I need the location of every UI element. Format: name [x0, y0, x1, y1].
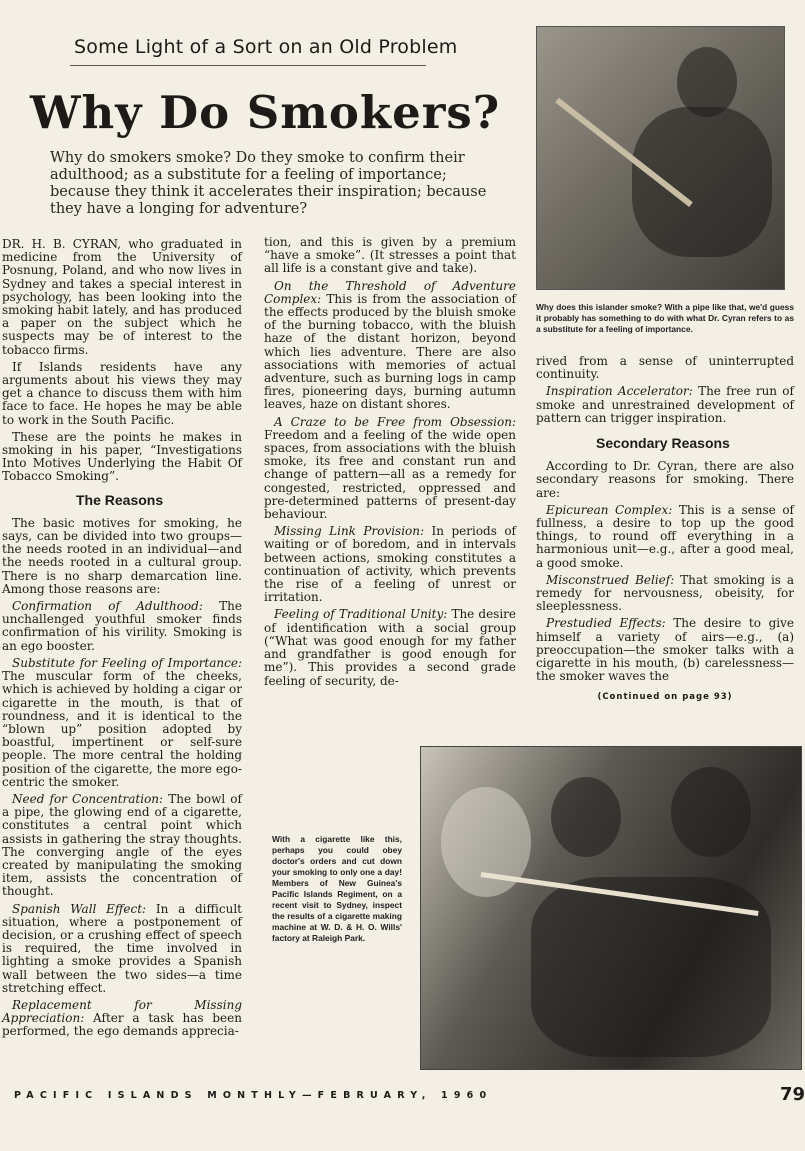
paragraph-lead: Feeling of Traditional Unity:: [274, 607, 448, 622]
paragraph-body: This is a sense of fullness, a desire to top up the good things, to round off everything in a harmonious unit—e.g., after a good meal, a good smoke.: [536, 502, 794, 570]
section-heading: Secondary Reasons: [596, 435, 730, 452]
continued-note: (Continued on page 93): [597, 692, 733, 703]
page-footer: PACIFIC ISLANDS MONTHLY—FEBRUARY, 1960: [14, 1090, 493, 1101]
paragraph: [2, 600, 242, 653]
paragraph-body: In a difficult situation, where a postponement of decision, or a crushing effect of speech is required, the time involved in lighting a smoke provides a Spanish wall between the two sides—a time stretching effect.: [2, 901, 242, 995]
paragraph-lead: Inspiration Accelerator:: [546, 384, 693, 399]
cigarette-machine-photo: [420, 746, 802, 1070]
article-title: Why Do Smokers?: [30, 86, 501, 139]
paragraph-lead: Confirmation of Adulthood:: [12, 599, 203, 614]
photo-soldier-bodies: [531, 877, 771, 1057]
paragraph-body: The muscular form of the cheeks, which is achieved by holding a cigar or cigarette in the mouth, is that of roundness, and it is identical to the “blown up” position adopted by boastful, impertinent or self-sure people. The more central the holding position of the cigarette, the more ego-centric the smoker.: [2, 669, 242, 789]
article-column-3: [536, 302, 794, 705]
paragraph-lead: Spanish Wall Effect:: [12, 901, 147, 916]
paragraph-body: Freedom and a feeling of the wide open spaces, from associations with the bluish smoke, its free and constant run and change of pattern—all as a remedy for congested, restricted, oppressed and pre-determined patterns of present-day behaviour.: [264, 427, 516, 522]
paragraph: [2, 903, 242, 995]
paragraph-body: The free run of smoke and unrestrained development of pattern can trigger inspiration.: [536, 384, 794, 425]
section-heading: The Reasons: [76, 491, 164, 508]
paragraph-lead: A Craze to be Free from Obsession:: [274, 414, 516, 429]
photo-soldier-head: [551, 777, 621, 857]
paragraph-lead: On the Threshold of Adventure Complex:: [264, 278, 516, 306]
paragraph-body: In periods of waiting or of boredom, and in intervals between actions, smoking constitutes a continuation of activity, which prevents the rise of a feeling of unrest or irritation.: [264, 524, 516, 605]
paragraph-lead: Epicurean Complex:: [546, 502, 673, 517]
paragraph-body: The unchallenged youthful smoker finds confirmation of his virility. Smoking is an ego booster.: [2, 599, 242, 653]
paragraph: [264, 525, 516, 604]
photo-soldier-head: [671, 767, 751, 857]
paragraph-body: The desire of identification with a social group (“What was good enough for my father and grandfather is good enough for me”). This provides a second grade feeling of security, de-: [264, 607, 516, 688]
paragraph: [2, 793, 242, 899]
paragraph-body: This is from the association of the effects produced by the bluish smoke of the burning tobacco, with the bluish haze of the distant horizon, beyond which lies adventure. There are also associations with memories of actual adventure, such as burning logs in camp fires, pioneering days, burning autumn leaves, haze on distant shores.: [264, 291, 516, 412]
paragraph-lead: Misconstrued Belief:: [546, 572, 675, 587]
paragraph: [536, 574, 794, 614]
paragraph-body: After a task has been performed, the ego demands apprecia-: [2, 1011, 242, 1039]
paragraph-body: The desire to give himself a variety of airs—e.g., (a) preoccupation—the smoker talks with a cigarette in his mouth, (b) carelessness—the smoker waves the: [536, 616, 794, 684]
paragraph: [264, 280, 516, 412]
paragraph: [536, 385, 794, 425]
paragraph: [536, 617, 794, 683]
paragraph-lead: Prestudied Effects:: [546, 616, 666, 631]
article-column-2: [264, 236, 516, 692]
paragraph: According to Dr. Cyran, there are also secondary reasons for smoking. There are:: [536, 459, 794, 500]
paragraph: [264, 416, 516, 522]
paragraph-lead: Missing Link Provision:: [274, 524, 425, 539]
paragraph: tion, and this is given by a premium “have a smoke”. (It stresses a point that all life is a constant give and take).: [264, 235, 516, 276]
photo-caption: Why does this islander smoke? With a pipe like that, we'd guess it probably has something to do with what Dr. Cyran refers to as a substitute for a feeling of importance.: [536, 302, 794, 334]
islander-pipe-photo: [536, 26, 785, 290]
paragraph: [536, 504, 794, 570]
article-kicker: Some Light of a Sort on an Old Problem: [74, 36, 458, 58]
paragraph: The basic motives for smoking, he says, can be divided into two groups—the needs rooted in an individual—and the needs rooted in a cultural group. There is no sharp demarcation line. Among those reasons are:: [2, 515, 242, 596]
paragraph-lead: Substitute for Feeling of Importance:: [12, 655, 242, 670]
paragraph-body: That smoking is a remedy for nervousness, obeisity, for sleeplessness.: [536, 572, 794, 614]
article-deck: Why do smokers smoke? Do they smoke to confirm their adulthood; as a substitute for a feeling of importance; because they think it accelerates their inspiration; because they have a longing for adventure?: [50, 150, 487, 217]
paragraph: DR. H. B. CYRAN, who graduated in medicine from the University of Posnung, Poland, and who now lives in Sydney and takes a special interest in psychology, has been looking into the smoking habit lately, and has produced a paper on the subject which he suspects may be of interest to the tobacco firms.: [2, 237, 242, 357]
photo-figure-body: [632, 107, 772, 257]
paragraph: rived from a sense of uninterrupted continuity.: [536, 354, 794, 382]
paragraph: [2, 657, 242, 789]
paragraph: [2, 999, 242, 1039]
paragraph-lead: Replacement for Missing Appreciation:: [2, 997, 242, 1026]
paragraph: These are the points he makes in smoking in his paper, “Investigations Into Motives Underlying the Habit Of Tobacco Smoking”.: [2, 429, 242, 484]
paragraph: [264, 608, 516, 687]
article-column-1: [2, 238, 242, 1043]
paragraph-body: The bowl of a pipe, the glowing end of a cigarette, constitutes a central point which assists in gathering the stray thoughts. The converging angle of the eyes created by manipulating the smoking item, assists the concentration of thought.: [2, 791, 242, 899]
paragraph-lead: Need for Concentration:: [12, 791, 164, 806]
page-number: 79: [780, 1084, 805, 1105]
bottom-photo-caption: With a cigarette like this, perhaps you could obey doctor's orders and cut down your smoking to only one a day! Members of New Guinea's Pacific Islands Regiment, on a recent visit to Sydney, inspect the results of a cigarette making machine at W. D. & H. O. Wills' factory at Raleigh Park.: [272, 834, 402, 943]
kicker-rule: [70, 65, 426, 66]
paragraph: If Islands residents have any arguments about his views they may get a chance to discuss them with him face to face. He hopes he may be able to work in the South Pacific.: [2, 359, 242, 427]
